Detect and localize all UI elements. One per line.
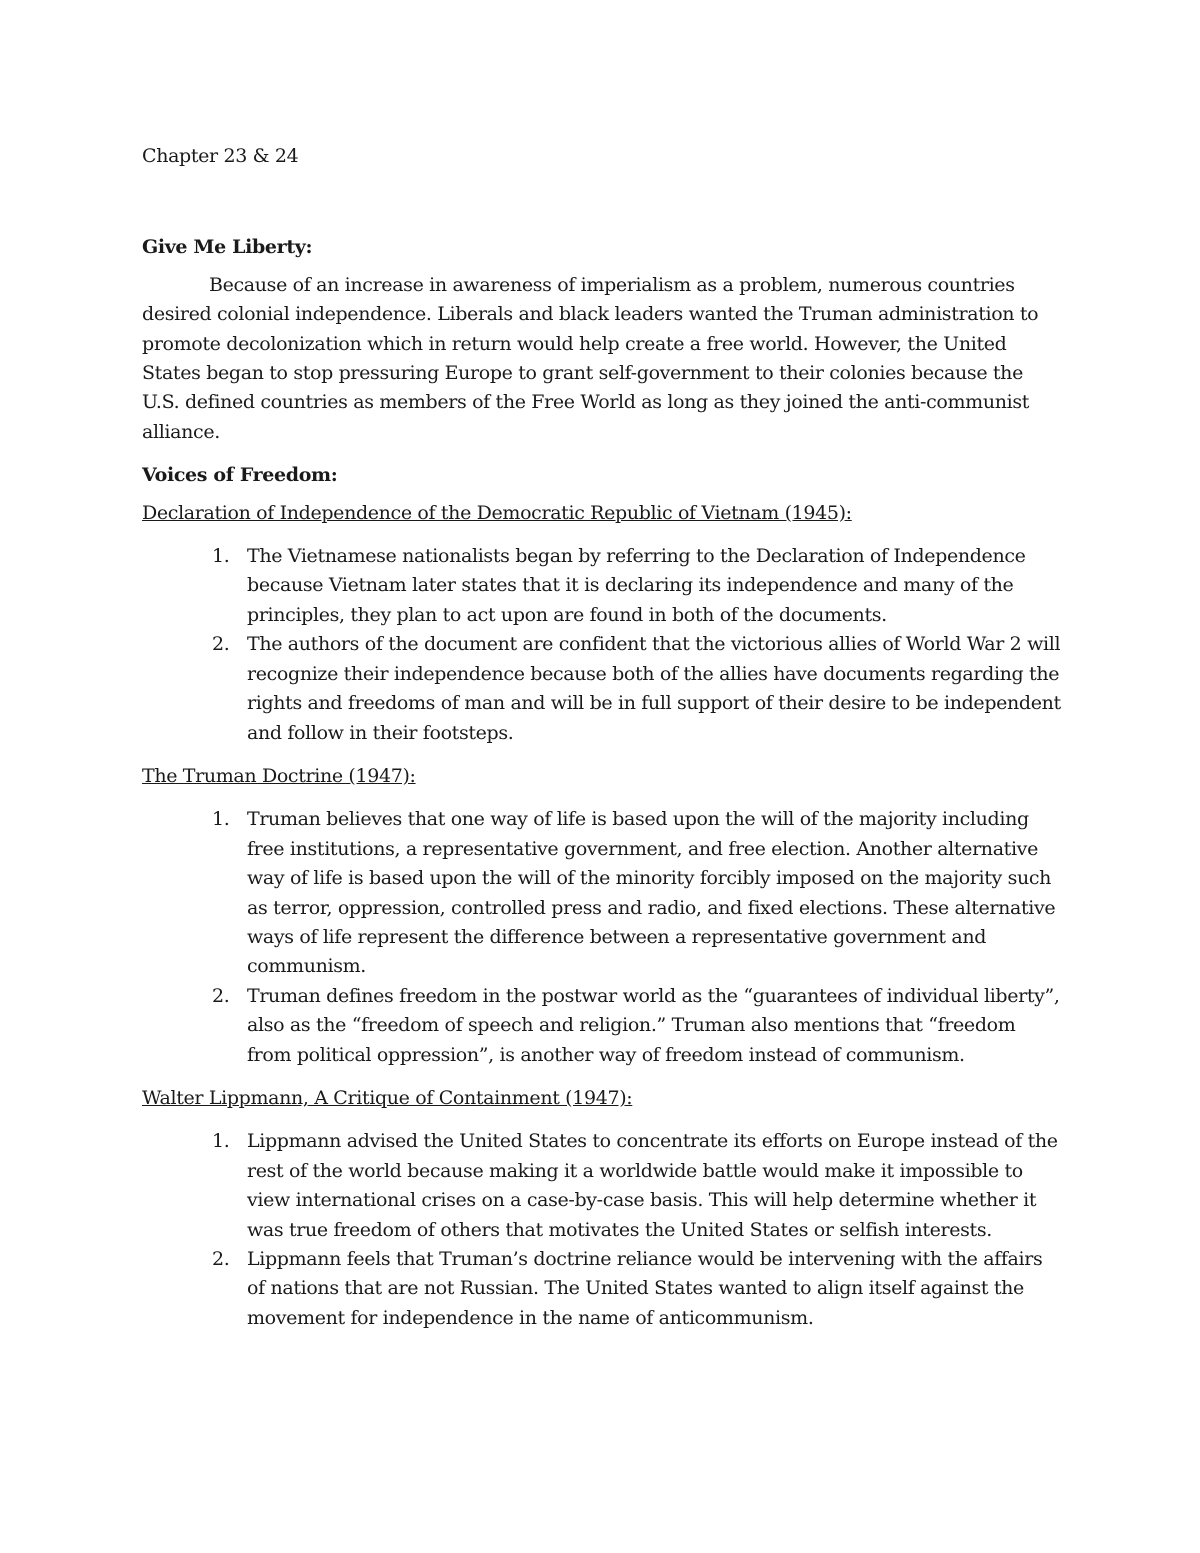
- list-item: [142, 630, 1062, 748]
- section-list-truman-doctrine: [142, 805, 1062, 1070]
- list-item-number: 1.: [212, 808, 230, 831]
- list-item: [142, 542, 1062, 630]
- list-item-text: Truman believes that one way of life is based upon the will of the majority including free institutions, a representative government, and free election. Another alternative way of life is based upon the will of the minority forcibly imposed on the majority such as terror, oppression, controlled press and radio, and fixed elections. These alternative ways of life represent the difference between a representative government and communism.: [247, 808, 1056, 978]
- chapter-title: Chapter 23 & 24: [142, 145, 299, 167]
- list-item: [142, 805, 1062, 981]
- section-title-lippmann: Walter Lippmann, A Critique of Containment (1947):: [142, 1086, 633, 1109]
- list-item-text: The Vietnamese nationalists began by referring to the Declaration of Independence because Vietnam later states that it is declaring its independence and many of the principles, they plan to act upon are found in both of the documents.: [247, 545, 1026, 626]
- section-title-vietnam: Declaration of Independence of the Democratic Republic of Vietnam (1945):: [142, 501, 852, 524]
- list-item-number: 1.: [212, 1130, 230, 1153]
- list-item: [142, 1127, 1062, 1245]
- list-item-number: 2.: [212, 1248, 230, 1270]
- section-list-lippmann: [142, 1127, 1062, 1333]
- voices-of-freedom-heading: Voices of Freedom:: [142, 464, 338, 487]
- list-item-text: Truman defines freedom in the postwar world as the “guarantees of individual liberty”, also as the “freedom of speech and religion.” Truman also mentions that “freedom from political oppression”, is another way of freedom instead of communism.: [247, 984, 1060, 1066]
- list-item-text: The authors of the document are confident that the victorious allies of World War 2 will recognize their independence because both of the allies have documents regarding the rights and freedoms of man and will be in full support of their desire to be independent and follow in their footsteps.: [247, 633, 1061, 744]
- list-item: [142, 982, 1062, 1070]
- give-me-liberty-heading: Give Me Liberty:: [142, 236, 313, 259]
- list-item: [142, 1245, 1062, 1333]
- list-item-text: Lippmann advised the United States to concentrate its efforts on Europe instead of the rest of the world because making it a worldwide battle would make it impossible to view international crises on a case-by-case basis. This will help determine whether it was true freedom of others that motivates the United States or selfish interests.: [247, 1130, 1058, 1241]
- list-item-number: 2.: [212, 984, 230, 1007]
- list-item-text: Lippmann feels that Truman’s doctrine reliance would be intervening with the affairs of nations that are not Russian. The United States wanted to align itself against the movement for independence in the name of anticommunism.: [247, 1248, 1043, 1329]
- give-me-liberty-paragraph: Because of an increase in awareness of imperialism as a problem, numerous countries desired colonial independence. Liberals and black leaders wanted the Truman administration to promote decolonization which in return would help create a free world. However, the United States began to stop pressuring Europe to grant self-government to their colonies because the U.S. defined countries as members of the Free World as long as they joined the anti-communist alliance.: [142, 273, 1039, 443]
- document-page: [142, 142, 1062, 1347]
- list-item-number: 1.: [212, 545, 230, 568]
- list-item-number: 2.: [212, 633, 230, 656]
- section-list-vietnam: [142, 542, 1062, 748]
- section-title-truman-doctrine: The Truman Doctrine (1947):: [142, 764, 416, 787]
